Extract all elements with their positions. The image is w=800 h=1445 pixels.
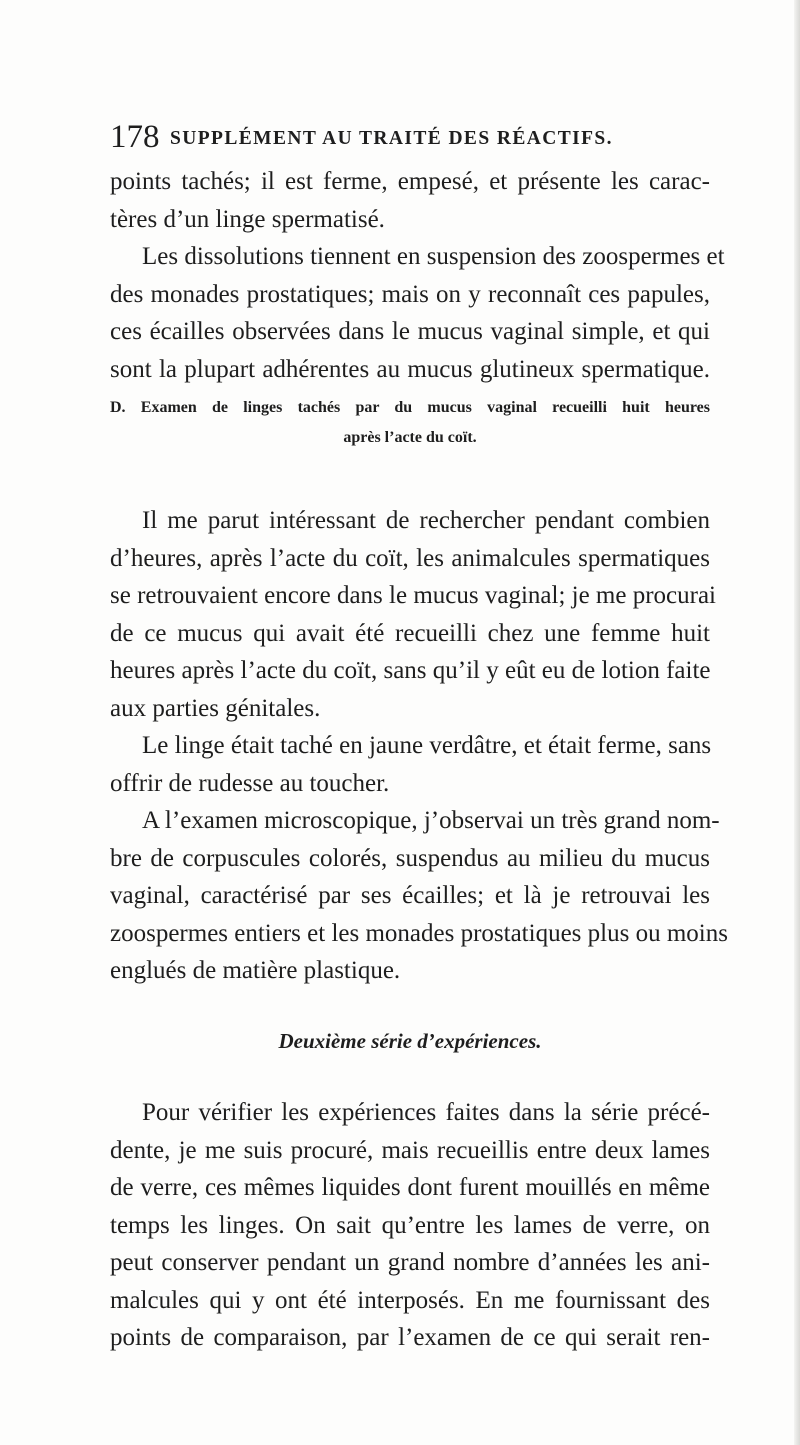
text-line: Il me parut intéressant de rechercher pendant combien (142, 507, 710, 534)
paragraph-continuation (110, 163, 710, 238)
text-line: tères d’un linge spermatisé. (110, 205, 385, 233)
section-heading: Deuxième série d’expériences. (278, 1029, 542, 1053)
text-line: offrir de rudesse au toucher. (110, 769, 390, 797)
paragraph-dissolutions (110, 238, 725, 388)
section-d-caption (110, 393, 710, 453)
caption-line: D. Examen de linges tachés par du mucus vaginal recueilli huit heures (110, 399, 710, 416)
text-line: peut conserver pendant un grand nombre d’années les ani- (110, 1249, 710, 1276)
text-line: points tachés; il est ferme, empesé, et présente les carac- (110, 168, 710, 195)
text-line: A l’examen microscopique, j’observai un très grand nom- (142, 807, 720, 834)
text-line: Le linge était taché en jaune verdâtre, et était ferme, sans (142, 732, 712, 759)
scan-edge-shadow (794, 0, 800, 1445)
text-line: aux parties génitales. (110, 694, 321, 722)
text-line: ces écailles observées dans le mucus vaginal simple, et qui (110, 318, 710, 345)
text-line: de verre, ces mêmes liquides dont furent mouillés en même (110, 1174, 710, 1201)
paragraph-recherche (110, 502, 728, 990)
text-line: dente, je me suis procuré, mais recueillis entre deux lames (110, 1136, 710, 1164)
text-line: malcules qui y ont été interposés. En me fournissant des (110, 1286, 710, 1314)
text-line: sont la plupart adhérentes au mucus glutineux spermatique. (110, 355, 710, 383)
text-line: englués de matière plastique. (110, 957, 401, 984)
text-line: vaginal, caractérisé par ses écailles; et là je retrouvai les (110, 882, 710, 909)
text-line: zoospermes entiers et les monades prostatiques plus ou moins (110, 919, 728, 947)
page-number: 178 (110, 119, 160, 155)
text-line: heures après l’acte du coït, sans qu’il y eût eu de lotion faite (110, 657, 711, 684)
text-line: Pour vérifier les expériences faites dans la série précé- (142, 1099, 710, 1126)
text-line: Les dissolutions tiennent en suspension des zoospermes et (142, 243, 725, 270)
text-line: des monades prostatiques; mais on y reconnaît ces papules, (110, 280, 710, 308)
page-header (110, 120, 710, 160)
text-line: se retrouvaient encore dans le mucus vaginal; je me procurai (110, 582, 717, 609)
text-line: de ce mucus qui avait été recueilli chez une femme huit (110, 619, 710, 647)
text-line: d’heures, après l’acte du coït, les animalcules spermatiques (110, 544, 710, 572)
paragraph-deuxieme-serie (110, 1094, 710, 1357)
running-title: SUPPLÉMENT AU TRAITÉ DES RÉACTIFS. (170, 128, 613, 149)
text-line: bre de corpuscules colorés, suspendus au milieu du mucus (110, 844, 710, 872)
text-line: temps les linges. On sait qu’entre les lames de verre, on (110, 1211, 710, 1239)
caption-line: après l’acte du coït. (343, 429, 477, 446)
text-line: points de comparaison, par l’examen de ce qui serait ren- (110, 1324, 710, 1351)
